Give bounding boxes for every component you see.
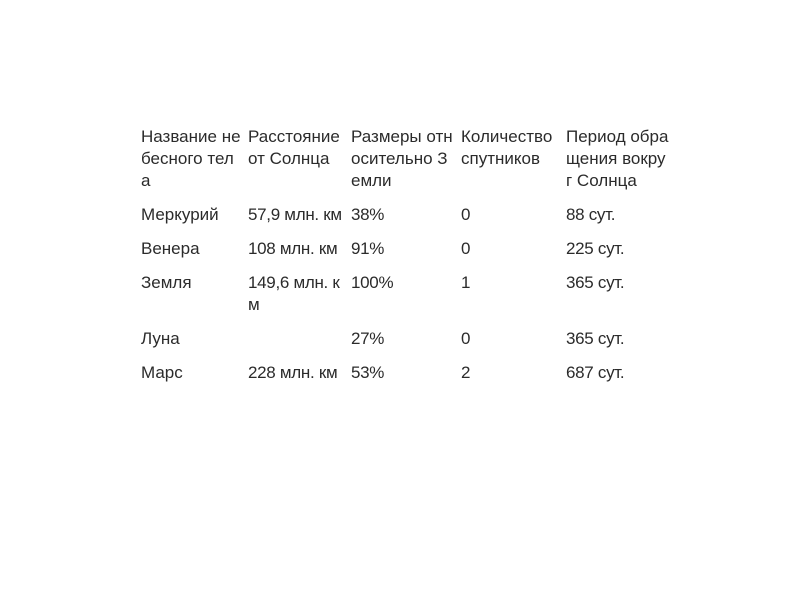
header-satellites: Количество спутников (461, 127, 553, 168)
cell-period: 687 сут. (566, 363, 625, 382)
header-size: Размеры относительно Земли (351, 127, 453, 190)
cell-size: 53% (351, 363, 385, 382)
cell-period: 225 сут. (566, 239, 625, 258)
cell-body-name: Меркурий (141, 205, 219, 224)
cell-satellites: 0 (461, 239, 471, 258)
table-row (134, 234, 669, 268)
cell-body-name: Венера (141, 239, 200, 258)
cell-distance: 228 млн. км (248, 363, 338, 382)
cell-satellites: 0 (461, 205, 471, 224)
cell-distance (241, 324, 344, 358)
cell-distance: 149,6 млн. км (248, 273, 340, 314)
cell-distance: 57,9 млн. км (248, 205, 342, 224)
cell-body-name: Земля (141, 273, 192, 292)
cell-size: 27% (351, 329, 385, 348)
header-period: Период обращения вокруг Солнца (566, 127, 669, 190)
table-row (134, 324, 669, 358)
cell-period: 365 сут. (566, 329, 625, 348)
cell-period: 365 сут. (566, 273, 625, 292)
cell-size: 91% (351, 239, 385, 258)
cell-body-name: Марс (141, 363, 183, 382)
cell-satellites: 1 (461, 273, 471, 292)
table-row (134, 358, 669, 392)
cell-satellites: 2 (461, 363, 471, 382)
table-row (134, 200, 669, 234)
cell-size: 100% (351, 273, 394, 292)
cell-satellites: 0 (461, 329, 471, 348)
planets-table (134, 122, 669, 392)
cell-distance: 108 млн. км (248, 239, 338, 258)
cell-period: 88 сут. (566, 205, 616, 224)
cell-size: 38% (351, 205, 385, 224)
table-row (134, 268, 669, 324)
header-body-name: Название небесного тела (141, 127, 241, 190)
table-header-row (134, 122, 669, 200)
header-distance: Расстояние от Солнца (248, 127, 340, 168)
cell-body-name: Луна (141, 329, 180, 348)
